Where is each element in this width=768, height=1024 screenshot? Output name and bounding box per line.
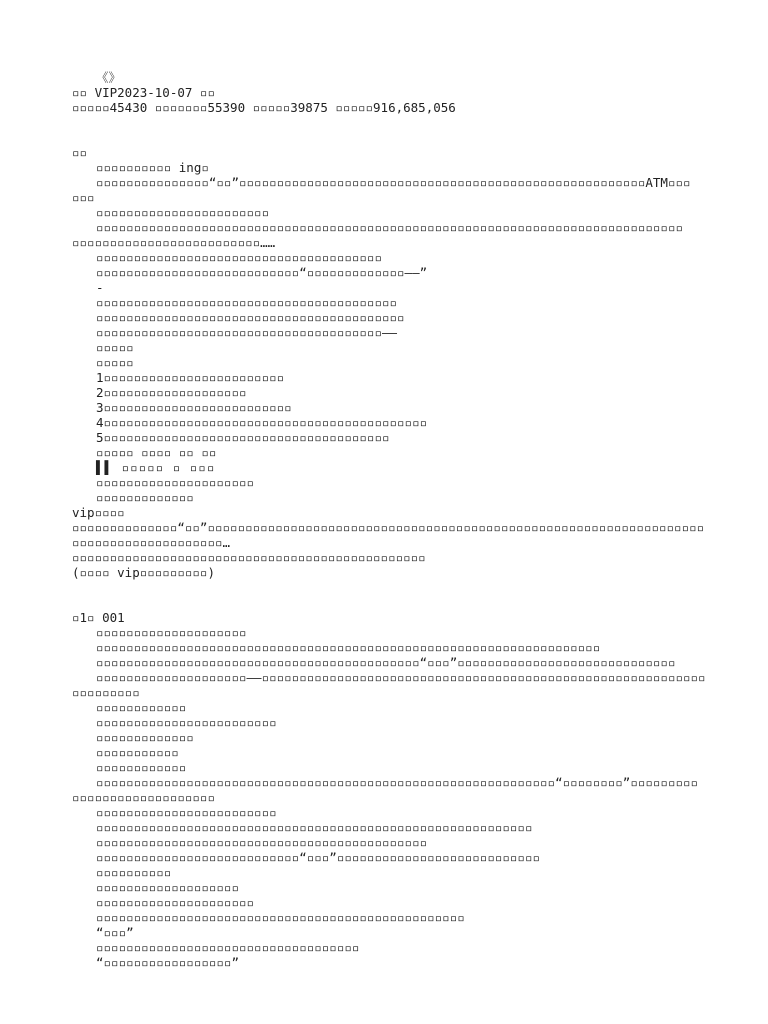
chapter-line: ▫▫▫▫▫▫▫▫▫ xyxy=(72,685,140,700)
vip-line: ▫▫▫▫▫▫▫▫▫▫▫▫▫▫“▫▫”▫▫▫▫▫▫▫▫▫▫▫▫▫▫▫▫▫▫▫▫▫▫▫▫▫▫▫▫▫▫▫▫▫▫▫▫▫▫▫▫▫▫▫▫▫▫▫▫▫▫▫▫▫▫▫▫▫▫▫▫▫▫▫▫▫▫ xyxy=(72,520,705,535)
intro-line: ▫▫▫▫▫▫▫▫▫▫▫▫▫▫▫▫▫▫▫▫▫▫▫▫▫▫▫▫▫▫▫▫▫▫▫▫▫▫▫▫ xyxy=(96,295,398,310)
intro-line: ▫▫▫▫▫▫▫▫▫▫▫▫▫▫▫▫▫▫▫▫▫▫▫▫▫▫▫“▫▫▫▫▫▫▫▫▫▫▫▫▫——” xyxy=(96,265,428,280)
numbered-item: 5▫▫▫▫▫▫▫▫▫▫▫▫▫▫▫▫▫▫▫▫▫▫▫▫▫▫▫▫▫▫▫▫▫▫▫▫▫▫ xyxy=(96,430,390,445)
chapter-line: ▫▫▫▫▫▫▫▫▫▫▫▫▫▫▫▫▫▫▫▫▫▫▫▫▫▫▫“▫▫▫”▫▫▫▫▫▫▫▫▫▫▫▫▫▫▫▫▫▫▫▫▫▫▫▫▫▫▫ xyxy=(96,850,541,865)
header-stats: ▫▫▫▫▫45430 ▫▫▫▫▫▫▫55390 ▫▫▫▫▫39875 ▫▫▫▫▫916,685,056 xyxy=(72,100,456,115)
chapter-line: ▫▫▫▫▫▫▫▫▫▫▫▫▫▫▫▫▫▫▫▫▫▫▫▫ xyxy=(96,805,277,820)
numbered-item: 3▫▫▫▫▫▫▫▫▫▫▫▫▫▫▫▫▫▫▫▫▫▫▫▫▫ xyxy=(96,400,292,415)
chapter-line: ▫▫▫▫▫▫▫▫▫▫▫▫▫▫▫▫▫▫▫▫▫▫▫▫▫▫▫▫▫▫▫▫▫▫▫▫▫▫▫▫▫▫▫▫▫▫▫▫▫▫▫▫▫▫▫▫▫▫▫▫▫▫▫▫▫▫▫ xyxy=(96,640,601,655)
chapter-line: ▫▫▫▫▫▫▫▫▫▫▫ xyxy=(96,745,179,760)
chapter-line: ▫▫▫▫▫▫▫▫▫▫▫▫▫▫▫▫▫▫▫▫▫▫▫▫▫▫▫▫▫▫▫▫▫▫▫ xyxy=(96,940,360,955)
chapter-line: ▫▫▫▫▫▫▫▫▫▫ xyxy=(96,865,172,880)
vip-line: ▫▫▫▫▫▫▫▫▫▫▫▫▫▫▫▫▫▫▫▫… xyxy=(72,535,231,550)
chapter-line: “▫▫▫▫▫▫▫▫▫▫▫▫▫▫▫▫▫” xyxy=(96,955,239,970)
intro-heading: ▫▫ xyxy=(72,145,88,160)
intro-line: ▫▫▫▫▫▫▫▫▫▫▫▫▫ xyxy=(96,490,194,505)
intro-line: ▫▫▫▫▫▫▫▫▫▫▫▫▫▫▫▫▫▫▫▫▫▫▫▫▫▫▫▫▫▫▫▫▫▫▫▫▫▫▫▫▫▫▫▫▫▫▫▫▫▫▫▫▫▫▫▫▫▫▫▫▫▫▫▫▫▫▫▫▫▫▫▫▫▫▫▫▫▫ xyxy=(96,220,683,235)
intro-line: ▫▫▫▫▫▫▫▫▫▫▫▫▫▫▫▫▫▫▫▫▫▫▫▫▫▫▫▫▫▫▫▫▫▫▫▫▫▫ xyxy=(96,250,382,265)
chapter-line: ▫▫▫▫▫▫▫▫▫▫▫▫▫▫▫▫▫▫▫▫▫▫▫▫▫▫▫▫▫▫▫▫▫▫▫▫▫▫▫▫▫▫▫▫▫▫▫▫▫▫▫▫▫▫▫▫▫▫▫▫▫“▫▫▫▫▫▫▫▫”▫▫▫▫▫▫▫▫▫ xyxy=(96,775,699,790)
intro-line: ▫▫▫▫▫ xyxy=(96,355,134,370)
intro-line: ▫▫▫▫▫ ▫▫▫▫ ▫▫ ▫▫ xyxy=(96,445,217,460)
chapter-line: ▫▫▫▫▫▫▫▫▫▫▫▫▫▫▫▫▫▫▫ xyxy=(72,790,215,805)
intro-line: ▫▫▫▫▫▫▫▫▫▫▫▫▫▫▫▫▫▫▫▫▫▫▫▫▫…… xyxy=(72,235,276,250)
intro-line: ▫▫▫▫▫▫▫▫▫▫▫▫▫▫▫▫▫▫▫▫▫▫▫▫▫▫▫▫▫▫▫▫▫▫▫▫▫▫—— xyxy=(96,325,398,340)
vip-heading: vip▫▫▫▫ xyxy=(72,505,125,520)
vip-line: (▫▫▫▫ vip▫▫▫▫▫▫▫▫▫) xyxy=(72,565,215,580)
chapter-line: ▫▫▫▫▫▫▫▫▫▫▫▫▫▫▫▫▫▫▫▫▫▫▫▫▫▫▫▫▫▫▫▫▫▫▫▫▫▫▫▫▫▫▫▫▫▫▫▫▫▫▫▫▫▫▫▫▫▫ xyxy=(96,820,533,835)
numbered-item: 4▫▫▫▫▫▫▫▫▫▫▫▫▫▫▫▫▫▫▫▫▫▫▫▫▫▫▫▫▫▫▫▫▫▫▫▫▫▫▫▫▫▫▫ xyxy=(96,415,428,430)
chapter-heading: ▫1▫ 001 xyxy=(72,610,125,625)
numbered-item: 1▫▫▫▫▫▫▫▫▫▫▫▫▫▫▫▫▫▫▫▫▫▫▫▫ xyxy=(96,370,285,385)
header-symbol: 《》 xyxy=(96,70,122,85)
intro-line: ▫▫▫ xyxy=(72,190,95,205)
chapter-line: ▫▫▫▫▫▫▫▫▫▫▫▫ xyxy=(96,700,187,715)
chapter-line: ▫▫▫▫▫▫▫▫▫▫▫▫▫▫▫▫▫▫▫▫▫▫▫▫▫▫▫▫▫▫▫▫▫▫▫▫▫▫▫▫▫▫▫“▫▫▫”▫▫▫▫▫▫▫▫▫▫▫▫▫▫▫▫▫▫▫▫▫▫▫▫▫▫▫▫▫ xyxy=(96,655,676,670)
vip-line: ▫▫▫▫▫▫▫▫▫▫▫▫▫▫▫▫▫▫▫▫▫▫▫▫▫▫▫▫▫▫▫▫▫▫▫▫▫▫▫▫▫▫▫▫▫▫▫ xyxy=(72,550,426,565)
chapter-line: ▫▫▫▫▫▫▫▫▫▫▫▫▫▫▫▫▫▫▫▫▫▫▫▫▫▫▫▫▫▫▫▫▫▫▫▫▫▫▫▫▫▫▫▫ xyxy=(96,835,428,850)
intro-line: ▫▫▫▫▫▫▫▫▫▫▫▫▫▫▫▫▫▫▫▫▫▫▫ xyxy=(96,205,270,220)
chapter-line: “▫▫▫” xyxy=(96,925,134,940)
chapter-line: ▫▫▫▫▫▫▫▫▫▫▫▫▫▫▫▫▫▫▫▫▫ xyxy=(96,895,255,910)
intro-line: - xyxy=(96,280,104,295)
chapter-line: ▫▫▫▫▫▫▫▫▫▫▫▫▫ xyxy=(96,730,194,745)
header-vip-date: ▫▫ VIP2023-10-07 ▫▫ xyxy=(72,85,215,100)
chapter-line: ▫▫▫▫▫▫▫▫▫▫▫▫▫▫▫▫▫▫▫▫▫▫▫▫▫▫▫▫▫▫▫▫▫▫▫▫▫▫▫▫▫▫▫▫▫▫▫▫▫ xyxy=(96,910,465,925)
chapter-line: ▫▫▫▫▫▫▫▫▫▫▫▫ xyxy=(96,760,187,775)
intro-line: ▫▫▫▫▫ xyxy=(96,340,134,355)
intro-line: ▫▫▫▫▫▫▫▫▫▫▫▫▫▫▫“▫▫”▫▫▫▫▫▫▫▫▫▫▫▫▫▫▫▫▫▫▫▫▫▫▫▫▫▫▫▫▫▫▫▫▫▫▫▫▫▫▫▫▫▫▫▫▫▫▫▫▫▫▫▫▫▫ATM▫▫▫ xyxy=(96,175,691,190)
chapter-line: ▫▫▫▫▫▫▫▫▫▫▫▫▫▫▫▫▫▫▫▫▫▫▫▫ xyxy=(96,715,277,730)
chapter-line: ▫▫▫▫▫▫▫▫▫▫▫▫▫▫▫▫▫▫▫▫——▫▫▫▫▫▫▫▫▫▫▫▫▫▫▫▫▫▫▫▫▫▫▫▫▫▫▫▫▫▫▫▫▫▫▫▫▫▫▫▫▫▫▫▫▫▫▫▫▫▫▫▫▫▫▫▫▫▫▫ xyxy=(96,670,706,685)
document-page xyxy=(72,70,712,970)
pause-line: ▌▌ ▫▫▫▫▫ ▫ ▫▫▫ xyxy=(96,460,216,475)
numbered-item: 2▫▫▫▫▫▫▫▫▫▫▫▫▫▫▫▫▫▫▫ xyxy=(96,385,247,400)
intro-line: ▫▫▫▫▫▫▫▫▫▫▫▫▫▫▫▫▫▫▫▫▫▫▫▫▫▫▫▫▫▫▫▫▫▫▫▫▫▫▫▫▫ xyxy=(96,310,405,325)
intro-line: ▫▫▫▫▫▫▫▫▫▫ ing▫ xyxy=(96,160,209,175)
chapter-line: ▫▫▫▫▫▫▫▫▫▫▫▫▫▫▫▫▫▫▫▫ xyxy=(96,625,247,640)
chapter-line: ▫▫▫▫▫▫▫▫▫▫▫▫▫▫▫▫▫▫▫ xyxy=(96,880,239,895)
intro-line: ▫▫▫▫▫▫▫▫▫▫▫▫▫▫▫▫▫▫▫▫▫ xyxy=(96,475,255,490)
